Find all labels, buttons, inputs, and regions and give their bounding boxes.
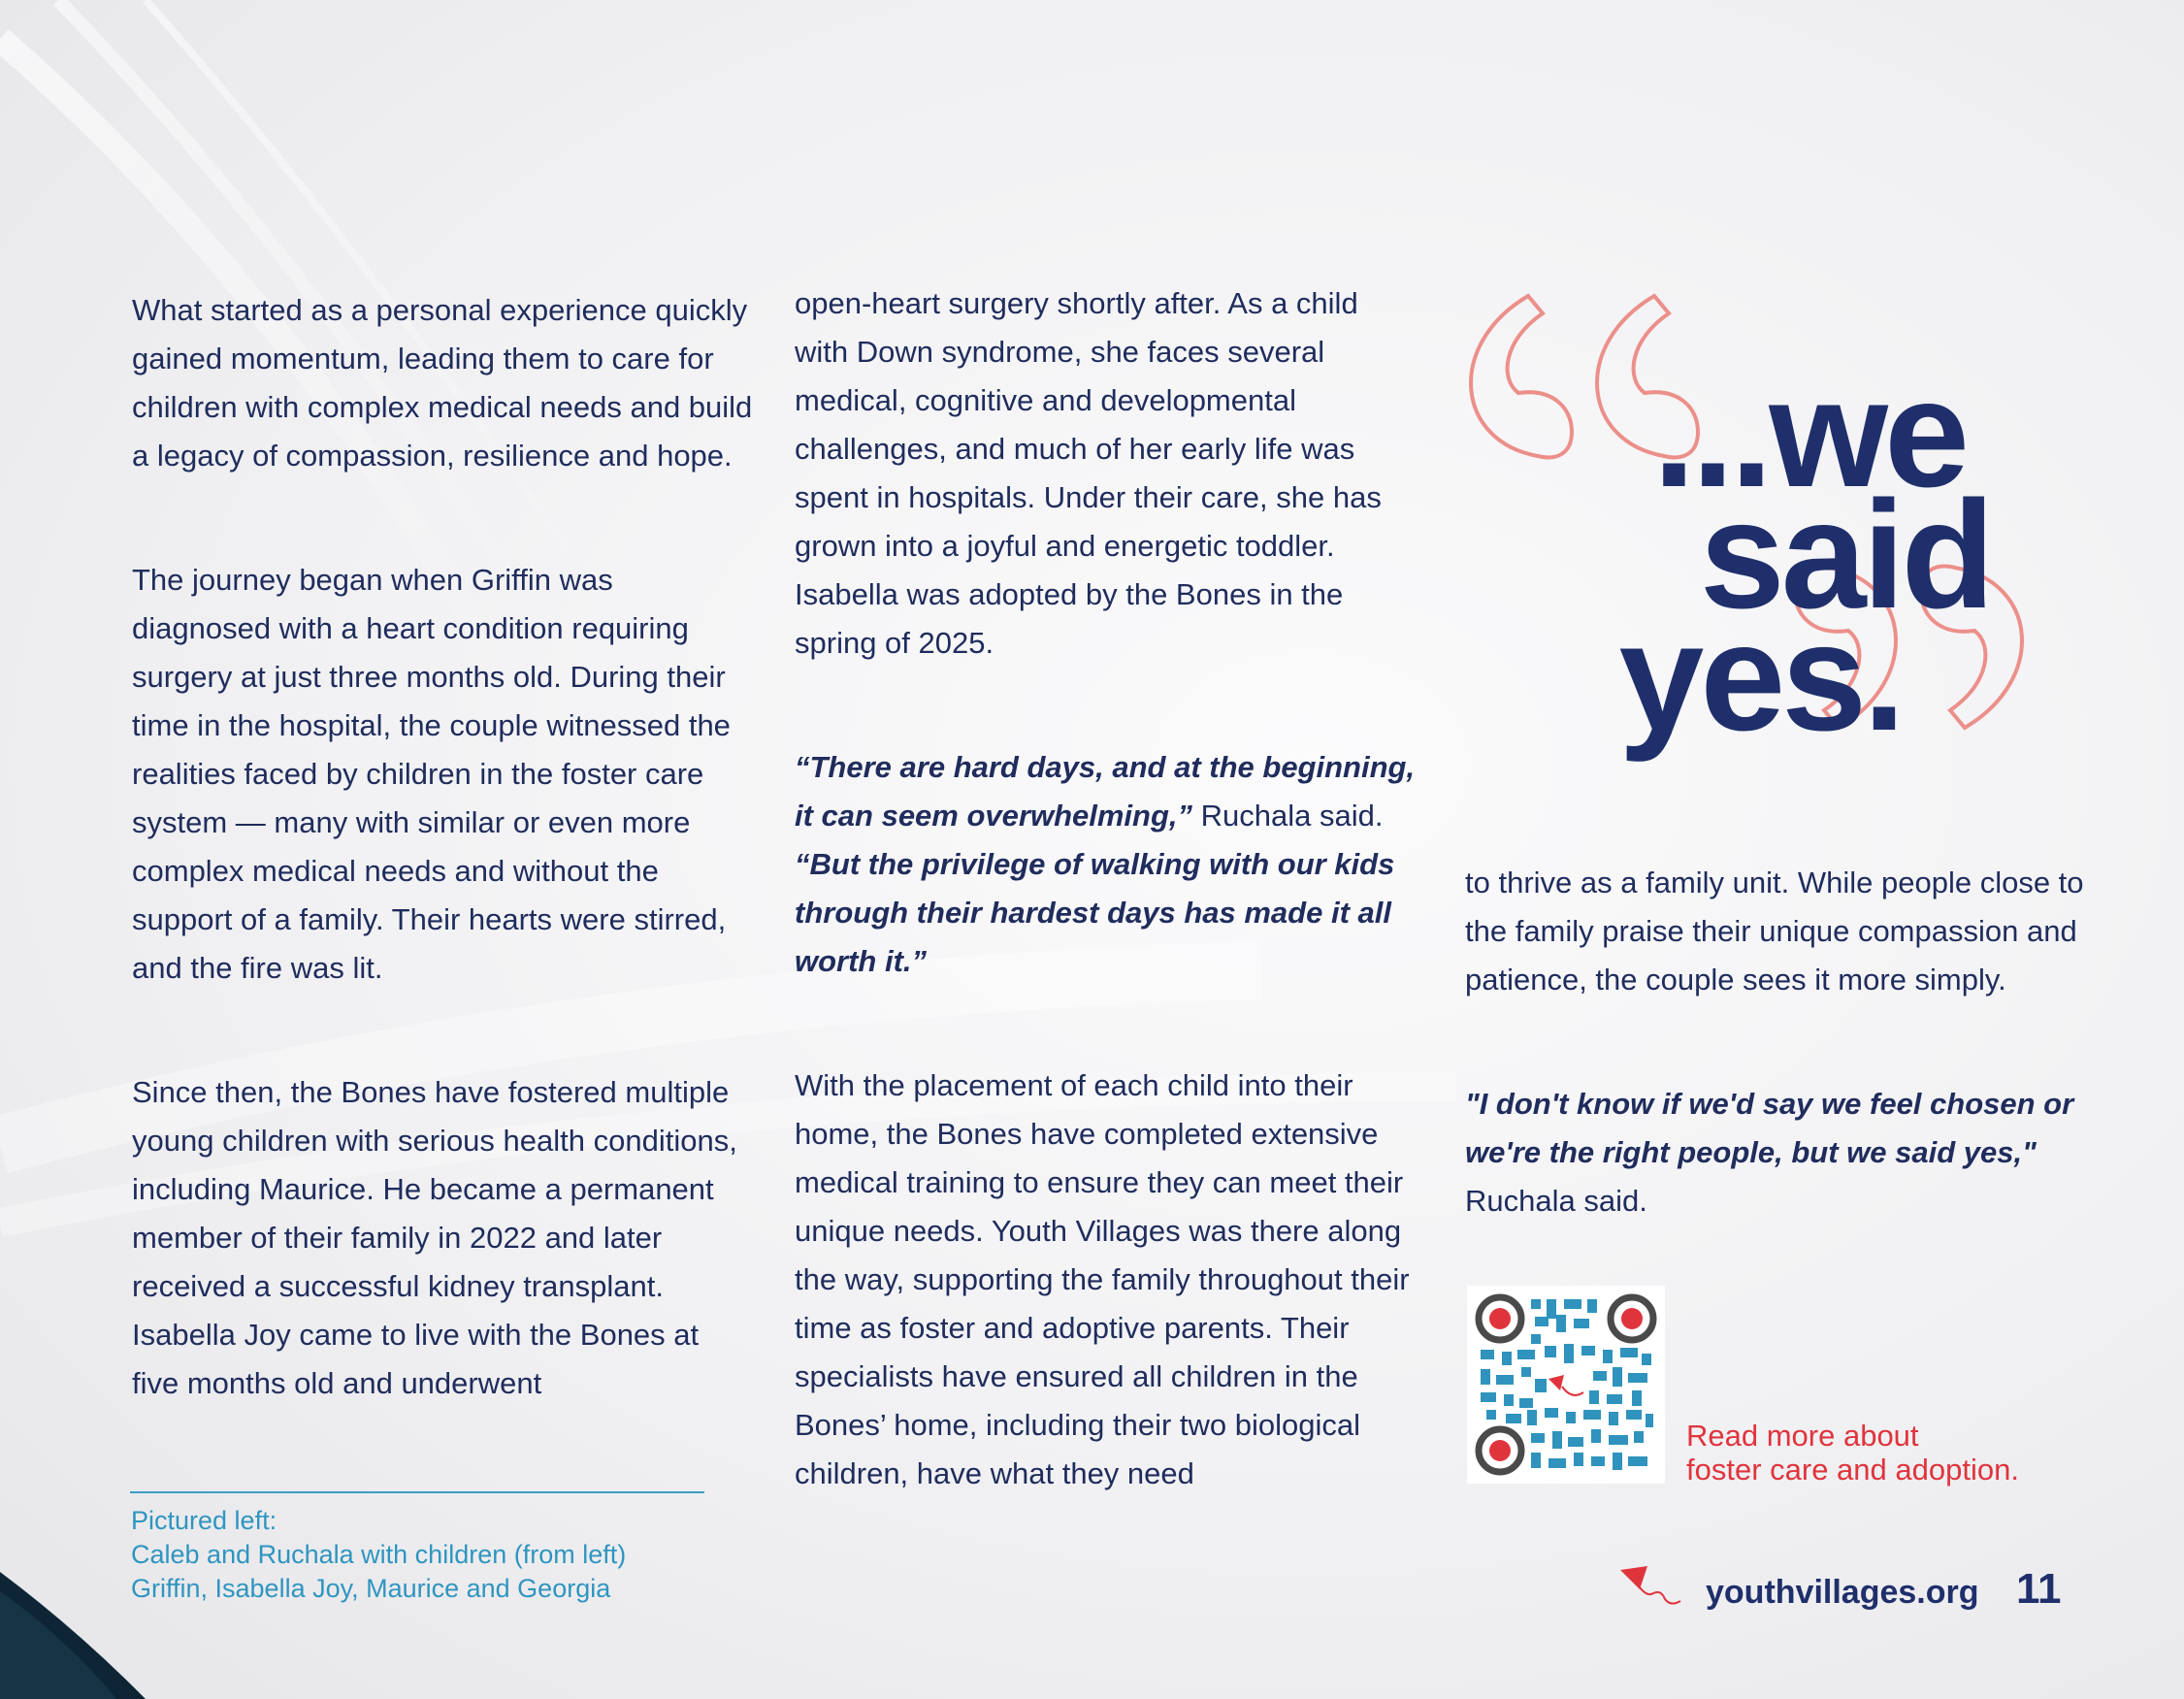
quote-text: "I don't know if we'd say we feel chosen or we're the right people, but we said yes,": [1465, 1087, 2074, 1169]
paragraph: With the placement of each child into their home, the Bones have completed extensive medical training to ensure they can meet their unique needs. Youth Villages was there along the way, supporting the family throughout their time as foster and adoptive parents. Their specialists have ensured all children in the Bones’ home, including their two biological children, have what they need: [795, 1068, 1410, 1490]
caption-divider: [130, 1491, 704, 1493]
qr-code-icon[interactable]: [1467, 1286, 1665, 1484]
paragraph: Since then, the Bones have fostered multiple young children with serious health conditions, including Maurice. He became a permanent member of their family in 2022 and later received a successful kidney transplant. Isabella Joy came to live with the Bones at five months old and underwent: [132, 1075, 737, 1400]
caption-line: Griffin, Isabella Joy, Maurice and Georgia: [131, 1574, 611, 1603]
quote-attribution: Ruchala said.: [1465, 1184, 1647, 1218]
paragraph: open-heart surgery shortly after. As a child with Down syndrome, she faces several medical, cognitive and developmental challenges, and much of her early life was spent in hospitals. Under their care, she has grown into a joyful and energetic toddler. Isabella was adopted by the Bones in the spring of 2025.: [795, 286, 1382, 660]
qr-caption-line: foster care and adoption.: [1686, 1453, 2019, 1487]
article-column-3: [1465, 859, 2096, 1225]
footer-website[interactable]: youthvillages.org: [1706, 1574, 1979, 1611]
article-column-2: [795, 279, 1416, 1498]
caption-label: Pictured left:: [131, 1506, 277, 1535]
quote-text: “But the privilege of walking with our kids through their hardest days has made it all worth it.”: [795, 847, 1395, 978]
page-number: 11: [2016, 1565, 2062, 1613]
qr-caption[interactable]: [1686, 1419, 2074, 1487]
paragraph: to thrive as a family unit. While people close to the family praise their unique compassion and patience, the couple sees it more simply.: [1465, 866, 2084, 997]
pull-quote-line: ...we: [1652, 348, 1966, 519]
qr-caption-line: Read more about: [1686, 1419, 1919, 1453]
article-column-1: [132, 286, 753, 1408]
quote-paragraph: [795, 743, 1416, 986]
kite-icon: [1618, 1564, 1686, 1613]
quote-paragraph: [1465, 1080, 2096, 1225]
pull-quote-line: yes.: [1618, 592, 1902, 763]
photo-caption: [131, 1504, 752, 1606]
caption-line: Caleb and Ruchala with children (from left): [131, 1540, 627, 1569]
paragraph: The journey began when Griffin was diagnosed with a heart condition requiring surgery at just three months old. During their time in the hospital, the couple witnessed the realities faced by children in the foster care system — many with similar or even more complex medical needs and without the support of a family. Their hearts were stirred, and the fire was lit.: [132, 563, 731, 985]
quote-text: “There are hard days, and at the beginning, it can seem overwhelming,”: [795, 750, 1416, 833]
paragraph: What started as a personal experience quickly gained momentum, leading them to care for children with complex medical needs and build a legacy of compassion, resilience and hope.: [132, 293, 753, 473]
pull-quote-line: said: [1699, 470, 1991, 640]
quote-attribution: Ruchala said.: [1192, 799, 1384, 833]
